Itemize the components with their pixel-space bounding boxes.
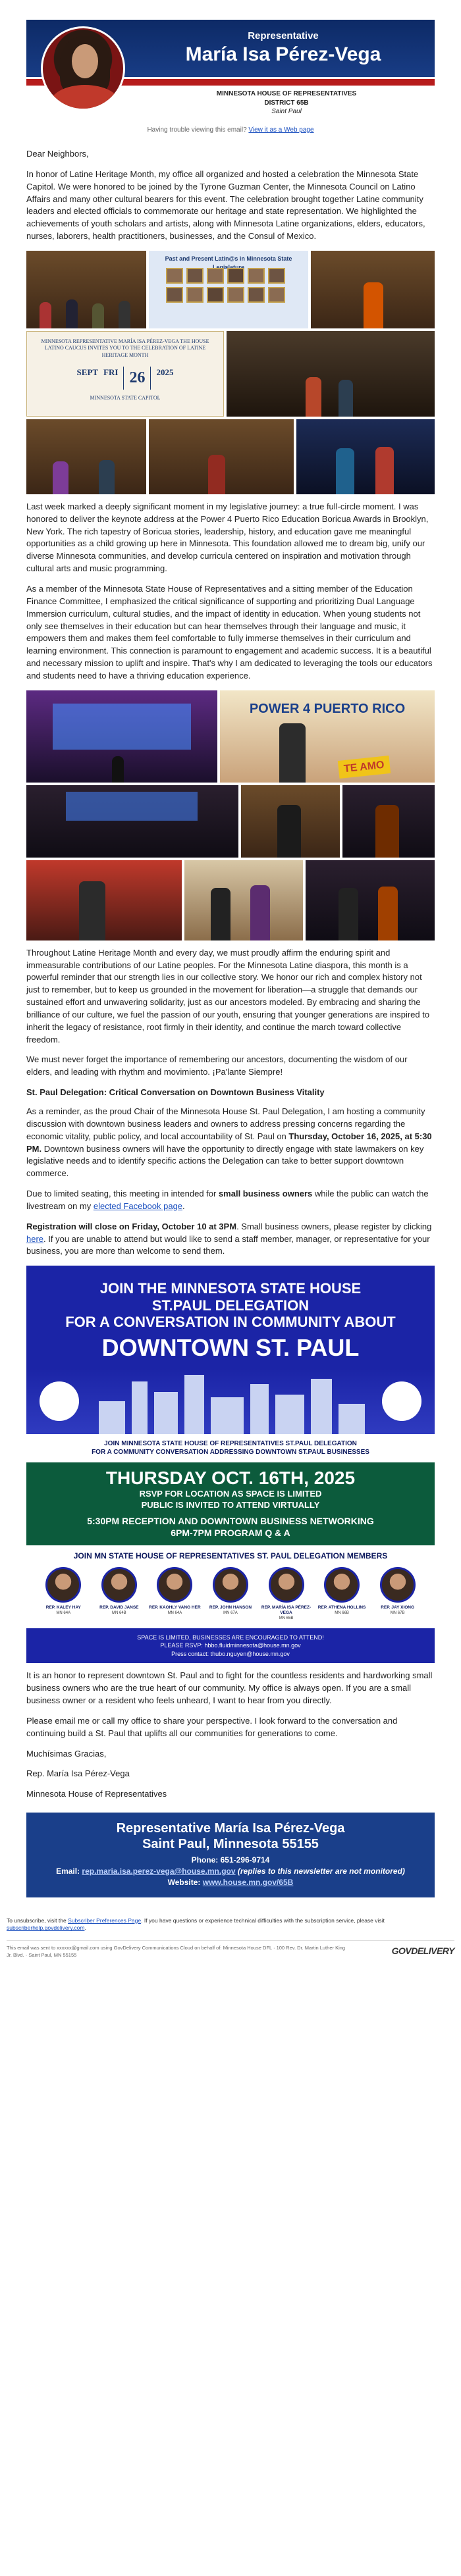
member-district: MN 64B	[112, 1611, 126, 1616]
flyer-skyline	[26, 1368, 435, 1434]
photo-figure	[92, 303, 104, 328]
skyline-building	[99, 1401, 125, 1434]
member-name: REP. JAY XIONG	[381, 1605, 415, 1610]
footer-phone: Phone: 651-296-9714	[191, 1855, 270, 1865]
member-name: REP. KALEY HAY	[45, 1605, 81, 1610]
registration-text-c: . If you are unable to attend but would like to send a staff member, manager, or representative for your business, you are more than welcome to send them.	[26, 1233, 430, 1256]
poster-portrait	[186, 287, 203, 303]
member-name: REP. KAOHLY VANG HER	[149, 1605, 201, 1610]
member-avatar	[157, 1567, 192, 1603]
poster-title: Past and Present Latin@s in Minnesota State	[165, 255, 292, 262]
footer-email-link[interactable]: rep.maria.isa.perez-vega@house.mn.gov	[82, 1866, 236, 1876]
flyer-invitation	[26, 1434, 435, 1462]
seating-text-a: Due to limited seating, this meeting in intended for	[26, 1189, 219, 1199]
closing-section	[26, 1670, 435, 1801]
photo-chamber	[26, 419, 146, 494]
skyline-building	[275, 1395, 304, 1434]
poster-portrait	[166, 268, 183, 284]
footer-email-label: Email:	[56, 1866, 82, 1876]
photo-figure	[112, 756, 124, 783]
unsub-text-c: .	[84, 1924, 86, 1932]
member-card	[148, 1567, 201, 1621]
member-name: REP. MARÍA ISA PÉREZ-VEGA	[261, 1605, 312, 1616]
photo-collage-brooklyn	[26, 690, 435, 940]
paragraph-honor: It is an honor to represent downtown St. Paul and to fight for the countless residents and hardworking small business owners who are the true heart of our community. My office is always open. If you are a small business owner or a resident who feels unheard, I want to hear from you directly.	[26, 1670, 433, 1706]
paragraph-ancestors: We must never forget the importance of remembering our ancestors, documenting the wisdom of our elders, and leading with rhythm and movimiento. ¡Pa'lante Siempre!	[26, 1054, 408, 1077]
skyline-building	[184, 1375, 204, 1434]
flyer-mid-line-1: JOIN MINNESOTA STATE HOUSE OF REPRESENTATIVES ST.PAUL DELEGATION	[104, 1439, 357, 1447]
rep-portrait	[41, 26, 125, 111]
view-web-line	[26, 126, 435, 136]
skyline-building	[211, 1397, 244, 1434]
photo-capitol-crowd	[26, 251, 146, 328]
photo-audience	[26, 785, 238, 858]
poster-portrait	[268, 268, 285, 284]
flyer-line-1: JOIN THE MINNESOTA STATE HOUSE	[99, 1280, 362, 1297]
paragraph-delegation	[26, 1106, 435, 1180]
stage-screen	[53, 704, 191, 750]
poster-portrait	[166, 287, 183, 303]
signature-office: Minnesota House of Representatives	[26, 1789, 167, 1799]
photo-speaker	[311, 251, 435, 328]
photo-figure	[79, 881, 105, 940]
legal-text: This email was sent to xxxxxx@gmail.com using GovDelivery Communications Cloud on behalf of: Minnesota House DFL · 100 Rev. Dr. Martin Luther King Jr. Blvd. · Saint Paul, MN 55155	[7, 1945, 346, 1958]
district-label: DISTRICT 65B	[264, 99, 309, 107]
flyer-bottom-2: PLEASE RSVP: hbbo.fluidminnesota@house.mn.gov	[160, 1642, 301, 1649]
flyer-headline	[26, 1266, 435, 1368]
flyer-line-4: DOWNTOWN ST. PAUL	[101, 1334, 360, 1362]
unsub-text-b: . If you have questions or experience technical difficulties with the subscription service, please visit	[141, 1917, 385, 1924]
photo-figure	[375, 805, 399, 858]
member-card	[260, 1567, 313, 1621]
photo-collage-capitol	[26, 251, 435, 494]
audience-screen	[66, 792, 198, 821]
rep-label: Representative	[248, 30, 319, 41]
paragraph-seating	[26, 1188, 435, 1213]
flyer-mid-line-2: FOR A COMMUNITY CONVERSATION ADDRESSING DOWNTOWN ST.PAUL BUSINESSES	[92, 1449, 369, 1456]
invite-text: MINNESOTA REPRESENTATIVE MARÍA ISA PÉREZ-VEGA THE HOUSE LATINO CAUCUS INVITES YOU TO THE CELEBRATION OF LATINE HERITAGE MONTH	[41, 338, 209, 358]
member-district: MN 64A	[56, 1611, 71, 1616]
city-label: Saint Paul	[271, 108, 302, 115]
invite-weekday: FRI	[103, 367, 119, 378]
photo-figure	[40, 302, 51, 328]
member-district: MN 66B	[335, 1611, 349, 1616]
unsub-text-a: To unsubscribe, visit the	[7, 1917, 68, 1924]
photo-figure	[277, 805, 301, 858]
photo-legislator-poster	[149, 251, 308, 328]
closing-line: Muchísimas Gracias,	[26, 1748, 107, 1759]
paragraph-contact: Please email me or call my office to share your perspective. I look forward to the conversation and continuing build a St. Paul that uplifts all our communities for generations to come.	[26, 1715, 398, 1738]
photo-award	[296, 419, 435, 494]
member-district: MN 64A	[167, 1611, 182, 1616]
section-title-delegation: St. Paul Delegation: Critical Conversation on Downtown Business Vitality	[26, 1087, 325, 1098]
skyline-building	[154, 1392, 178, 1434]
photo-figure	[250, 885, 270, 940]
legal-row	[7, 1945, 454, 1959]
photo-figure	[339, 380, 353, 417]
member-name: REP. DAVID JANSE	[99, 1605, 139, 1610]
photo-figure	[208, 455, 225, 494]
photo-figure	[364, 282, 383, 328]
photo-invitation-card	[26, 331, 224, 417]
delegation-date: Thursday, October 16, 2025, at 5:30 PM.	[26, 1131, 432, 1154]
member-card	[204, 1567, 257, 1621]
newsletter-body	[26, 148, 435, 1258]
poster-portrait-grid	[166, 268, 285, 303]
divider	[7, 1940, 454, 1941]
member-card	[315, 1567, 368, 1621]
photo-rotunda	[227, 331, 435, 417]
skyline-building	[250, 1384, 269, 1434]
poster-portrait	[207, 268, 224, 284]
footer-email-note: (replies to this newsletter are not monitored)	[235, 1866, 405, 1876]
skyline-building	[311, 1379, 332, 1434]
member-name: REP. JOHN HANSON	[209, 1605, 252, 1610]
seating-bold: small business owners	[218, 1189, 313, 1199]
member-card	[37, 1567, 90, 1621]
member-district: MN 65B	[279, 1616, 294, 1620]
photo-figure	[336, 448, 354, 494]
flyer-rsvp-2: PUBLIC IS INVITED TO ATTEND VIRTUALLY	[141, 1499, 320, 1510]
portrait-clothing	[49, 85, 121, 111]
photo-figure	[378, 887, 398, 940]
photo-figure	[211, 888, 230, 940]
flyer-time-2: 6PM-7PM PROGRAM Q & A	[171, 1527, 290, 1538]
seating-text-d: .	[182, 1200, 185, 1211]
flyer-date-band	[26, 1462, 435, 1545]
greeting: Dear Neighbors,	[26, 149, 89, 159]
photo-award-holding	[26, 860, 182, 940]
invite-month: SEPT	[76, 367, 99, 378]
photo-figure	[339, 888, 358, 940]
member-card	[93, 1567, 146, 1621]
footer-city: Saint Paul, Minnesota 55155	[142, 1837, 319, 1852]
rep-name: María Isa Pérez-Vega	[185, 43, 381, 65]
photo-group-1	[184, 860, 303, 940]
view-web-prefix: Having trouble viewing this email?	[147, 126, 249, 134]
member-avatar	[269, 1567, 304, 1603]
photo-figure	[306, 377, 321, 417]
event-flyer	[26, 1266, 435, 1663]
poster-portrait	[248, 268, 265, 284]
registration-bold: Registration will close on Friday, October 10 at 3PM	[26, 1221, 237, 1231]
member-avatar	[101, 1567, 137, 1603]
subscription-fineprint	[7, 1917, 454, 1959]
photo-keynote-stage	[26, 690, 217, 783]
office-name: MINNESOTA HOUSE OF REPRESENTATIVES	[216, 90, 357, 97]
member-avatar	[213, 1567, 248, 1603]
paragraph-registration	[26, 1221, 435, 1258]
poster-portrait	[248, 287, 265, 303]
members-row	[26, 1567, 435, 1628]
poster-portrait	[227, 268, 244, 284]
footer-website-link[interactable]: www.house.mn.gov/65B	[202, 1877, 294, 1887]
photo-figure	[99, 460, 115, 494]
invite-date	[27, 367, 223, 390]
member-avatar	[324, 1567, 360, 1603]
member-card	[371, 1567, 424, 1621]
photo-figure	[53, 461, 68, 494]
sign-teamo: TE AMO	[338, 756, 391, 779]
registration-text-b: . Small business owners, please register by clicking	[236, 1221, 432, 1231]
skyline-building	[339, 1404, 365, 1434]
invite-year: 2025	[156, 367, 174, 378]
sign-power: POWER 4 PUERTO RICO	[249, 701, 406, 716]
paragraph-heritage: In honor of Latine Heritage Month, my office all organized and hosted a celebration the Minnesota State Capitol. We were honored to be joined by the Tyrone Guzman Center, the Minnesota Council on Latino Affairs and many other cultural bearers for this event. The celebration brought together Latine community leaders and elected officials to commemorate our heritage and state representation. We highlighted the achievements of youth scholars and artists, along with Minnesota Latine organizations, elders, educators, nurses, laborers, health practitioners, businesses, and the Consul of Mexico.	[26, 168, 425, 242]
photo-figure	[66, 299, 78, 328]
flyer-bottom-1: SPACE IS LIMITED, BUSINESSES ARE ENCOURAGED TO ATTEND!	[137, 1634, 324, 1641]
paragraph-keynote: Last week marked a deeply significant moment in my legislative journey: a true full-circle moment. I was honored to deliver the keynote address at the Power 4 Puerto Rico Education Boricua Awards in Brooklyn, New York. The rich tapestry of Boricua stories, leadership, history, and education gave me meaningful opportunities as a child growing up here in Minnesota. This foundation allowed me to dream big, unify our diverse Minnesota communities, and develop curricula centered on inspiration and motivation through cultural arts and music programming.	[26, 501, 429, 574]
footer-rep-name: Representative María Isa Pérez-Vega	[116, 1821, 345, 1836]
flyer-bottom-3: Press contact: thubo.nguyen@house.mn.gov	[171, 1650, 290, 1657]
poster-portrait	[186, 268, 203, 284]
flyer-rsvp-footer	[26, 1628, 435, 1664]
subscriber-preferences-link[interactable]: Subscriber Preferences Page	[68, 1917, 142, 1924]
footer-website-label: Website:	[167, 1877, 203, 1887]
photo-portrait-1	[241, 785, 340, 858]
invite-location: MINNESOTA STATE CAPITOL	[90, 394, 161, 401]
facebook-link[interactable]: elected Facebook page	[93, 1200, 183, 1211]
signature-name: Rep. María Isa Pérez-Vega	[26, 1768, 130, 1779]
flyer-rsvp-1: RSVP FOR LOCATION AS SPACE IS LIMITED	[139, 1488, 322, 1499]
member-avatar	[380, 1567, 416, 1603]
delegation-text-a: As a reminder, as the proud Chair of the Minnesota House St. Paul Delegation, I am hosting a community discussion with downtown business leaders and owners to address pressing concerns regarding the economic vitality, public policy, and local accountability of St. Paul on	[26, 1106, 425, 1141]
member-name: REP. ATHENA HOLLINS	[317, 1605, 366, 1610]
flyer-time-1: 5:30PM RECEPTION AND DOWNTOWN BUSINESS NETWORKING	[87, 1515, 374, 1526]
photo-portrait-2	[342, 785, 435, 858]
mn-house-seal-icon	[40, 1381, 79, 1421]
members-title: JOIN MN STATE HOUSE OF REPRESENTATIVES ST. PAUL DELEGATION MEMBERS	[73, 1551, 388, 1560]
member-district: MN 67A	[223, 1611, 238, 1616]
member-avatar	[45, 1567, 81, 1603]
photo-power4pr-sign	[220, 690, 435, 783]
flyer-line-3: FOR A CONVERSATION IN COMMUNITY ABOUT	[65, 1313, 396, 1330]
paragraph-education: As a member of the Minnesota State House of Representatives and a sitting member of the Education Finance Committee, I emphasized the critical significance of supporting and prioritizing Dual Language Immersion curriculum, cultural studies, and the impact of identity in education. When young students not only see themselves in their education but can hear themselves through their language and music, it empowers them and makes them feel comfortable to fully immerse themselves in their curriculum and learning environment. This connection is paramount to engagement and academic success. It is a beautiful and necessary mission to uplift and inspire. That's why I am dedicated to leveraging the tools our educators and students need to have a thriving education experience.	[26, 583, 433, 681]
portrait-face	[72, 44, 98, 78]
poster-portrait	[268, 287, 285, 303]
unsubscribe-line	[7, 1917, 454, 1933]
flyer-line-2: ST.PAUL DELEGATION	[151, 1297, 310, 1314]
newsletter-header	[26, 20, 435, 135]
flyer-date: THURSDAY OCT. 16TH, 2025	[105, 1467, 356, 1488]
mn-state-seal-icon	[382, 1381, 421, 1421]
header-subtitle	[138, 86, 435, 116]
banner-title	[138, 29, 428, 65]
poster-portrait	[207, 287, 224, 303]
photo-podium	[149, 419, 294, 494]
photo-figure	[375, 447, 394, 494]
subscriber-help-link[interactable]: subscriberhelp.govdelivery.com	[7, 1924, 85, 1932]
poster-portrait	[227, 287, 244, 303]
photo-figure	[119, 301, 130, 328]
govdelivery-logo: GOVDELIVERY	[391, 1945, 454, 1957]
photo-figure	[279, 723, 306, 783]
photo-group-2	[306, 860, 435, 940]
seating-text-c: while the public can watch the livestream on my	[26, 1189, 429, 1211]
footer-website-line	[33, 1877, 428, 1888]
invite-day: 26	[123, 367, 151, 390]
view-web-link[interactable]: View it as a Web page	[248, 126, 314, 134]
footer-email-line	[33, 1866, 428, 1877]
register-here-link[interactable]: here	[26, 1233, 44, 1244]
member-district: MN 67B	[390, 1611, 405, 1616]
delegation-text-c: Downtown business owners will have the opportunity to directly engage with state lawmakers on key legislative needs and to identify specific actions the Delegation can take to better support downtown commerce.	[26, 1143, 424, 1179]
paragraph-heritage-month: Throughout Latine Heritage Month and every day, we must proudly affirm the enduring spirit and immeasurable contributions of our Latine peoples. For the Minnesota Latine diaspora, this month is a powerful reminder that our strength lies in our collective story. We honor our rich and complex history not just to remember, but to keep us grounded in the movement for liberation—a struggle that demands our sustained effort and unwavering solidarity, just as our ancestors modeled. By embracing and sharing the brilliance of our culture, we fuel the passion of our youth, ensuring that younger generations are inspired to inherit the legacy of resistance, root firmly in their identity, and continue the march toward collective freedom.	[26, 947, 430, 1044]
skyline-building	[132, 1381, 148, 1434]
contact-footer	[26, 1813, 435, 1897]
